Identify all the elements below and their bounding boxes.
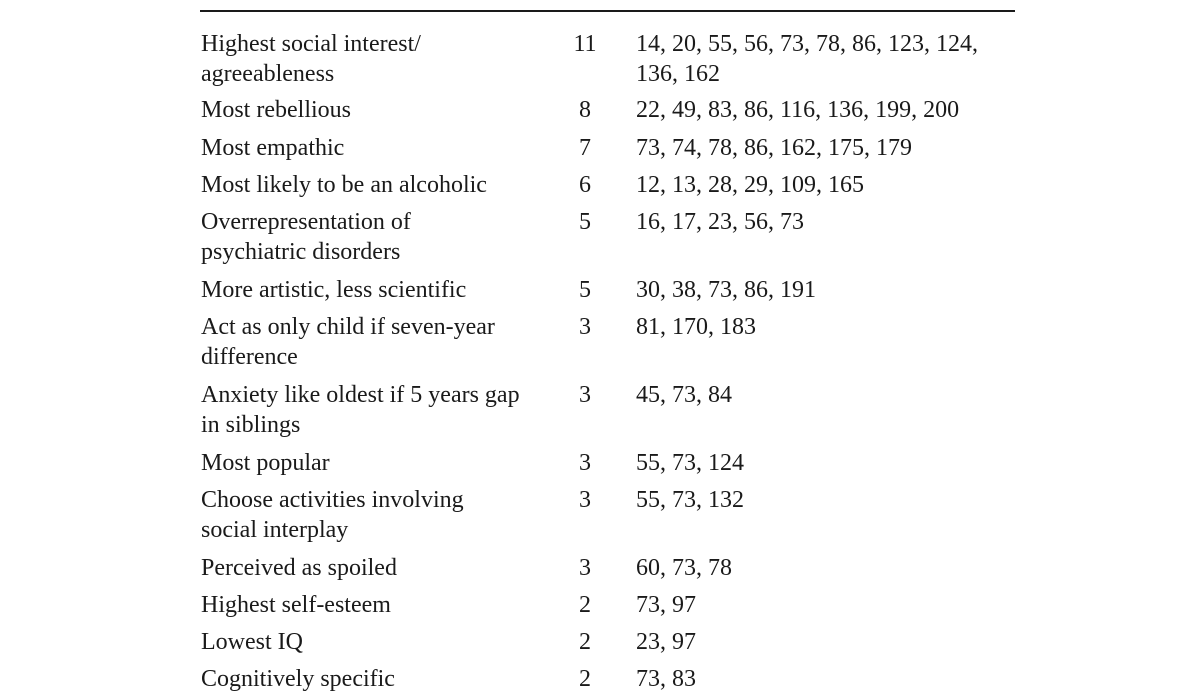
- trait-cell: Overrepresentation of psychiatric disorders: [201, 209, 411, 265]
- count-cell: 2: [579, 666, 591, 692]
- trait-cell: More artistic, less scientific: [201, 277, 467, 303]
- references-cell: 14, 20, 55, 56, 73, 78, 86, 123, 124, 136, 162: [636, 31, 978, 87]
- trait-cell: Highest social interest/ agreeableness: [201, 31, 421, 87]
- trait-cell: Most rebellious: [201, 97, 351, 123]
- count-cell: 7: [579, 135, 591, 161]
- references-cell: 81, 170, 183: [636, 314, 756, 340]
- count-cell: 8: [579, 97, 591, 123]
- count-cell: 11: [573, 31, 597, 57]
- references-cell: 12, 13, 28, 29, 109, 165: [636, 172, 864, 198]
- trait-cell: Most empathic: [201, 135, 345, 161]
- trait-cell: Cognitively specific: [201, 666, 395, 692]
- count-cell: 3: [579, 314, 591, 340]
- references-cell: 60, 73, 78: [636, 555, 732, 581]
- references-cell: 73, 97: [636, 592, 696, 618]
- count-cell: 3: [579, 450, 591, 476]
- count-cell: 2: [579, 592, 591, 618]
- trait-cell: Act as only child if seven-year difference: [201, 314, 495, 370]
- references-cell: 55, 73, 124: [636, 450, 744, 476]
- table-top-rule: [200, 10, 1015, 12]
- references-cell: 22, 49, 83, 86, 116, 136, 199, 200: [636, 97, 960, 123]
- count-cell: 6: [579, 172, 591, 198]
- trait-cell: Perceived as spoiled: [201, 555, 397, 581]
- references-cell: 55, 73, 132: [636, 487, 744, 513]
- count-cell: 3: [579, 382, 591, 408]
- trait-cell: Lowest IQ: [201, 629, 303, 655]
- references-cell: 23, 97: [636, 629, 696, 655]
- references-cell: 45, 73, 84: [636, 382, 732, 408]
- references-cell: 30, 38, 73, 86, 191: [636, 277, 816, 303]
- count-cell: 3: [579, 487, 591, 513]
- references-cell: 16, 17, 23, 56, 73: [636, 209, 804, 235]
- count-cell: 2: [579, 629, 591, 655]
- count-cell: 5: [579, 209, 591, 235]
- trait-cell: Anxiety like oldest if 5 years gap in siblings: [201, 382, 520, 438]
- trait-cell: Choose activities involving social interplay: [201, 487, 464, 543]
- count-cell: 3: [579, 555, 591, 581]
- references-cell: 73, 83: [636, 666, 696, 692]
- trait-cell: Most popular: [201, 450, 330, 476]
- count-cell: 5: [579, 277, 591, 303]
- trait-cell: Most likely to be an alcoholic: [201, 172, 487, 198]
- trait-cell: Highest self-esteem: [201, 592, 391, 618]
- references-cell: 73, 74, 78, 86, 162, 175, 179: [636, 135, 912, 161]
